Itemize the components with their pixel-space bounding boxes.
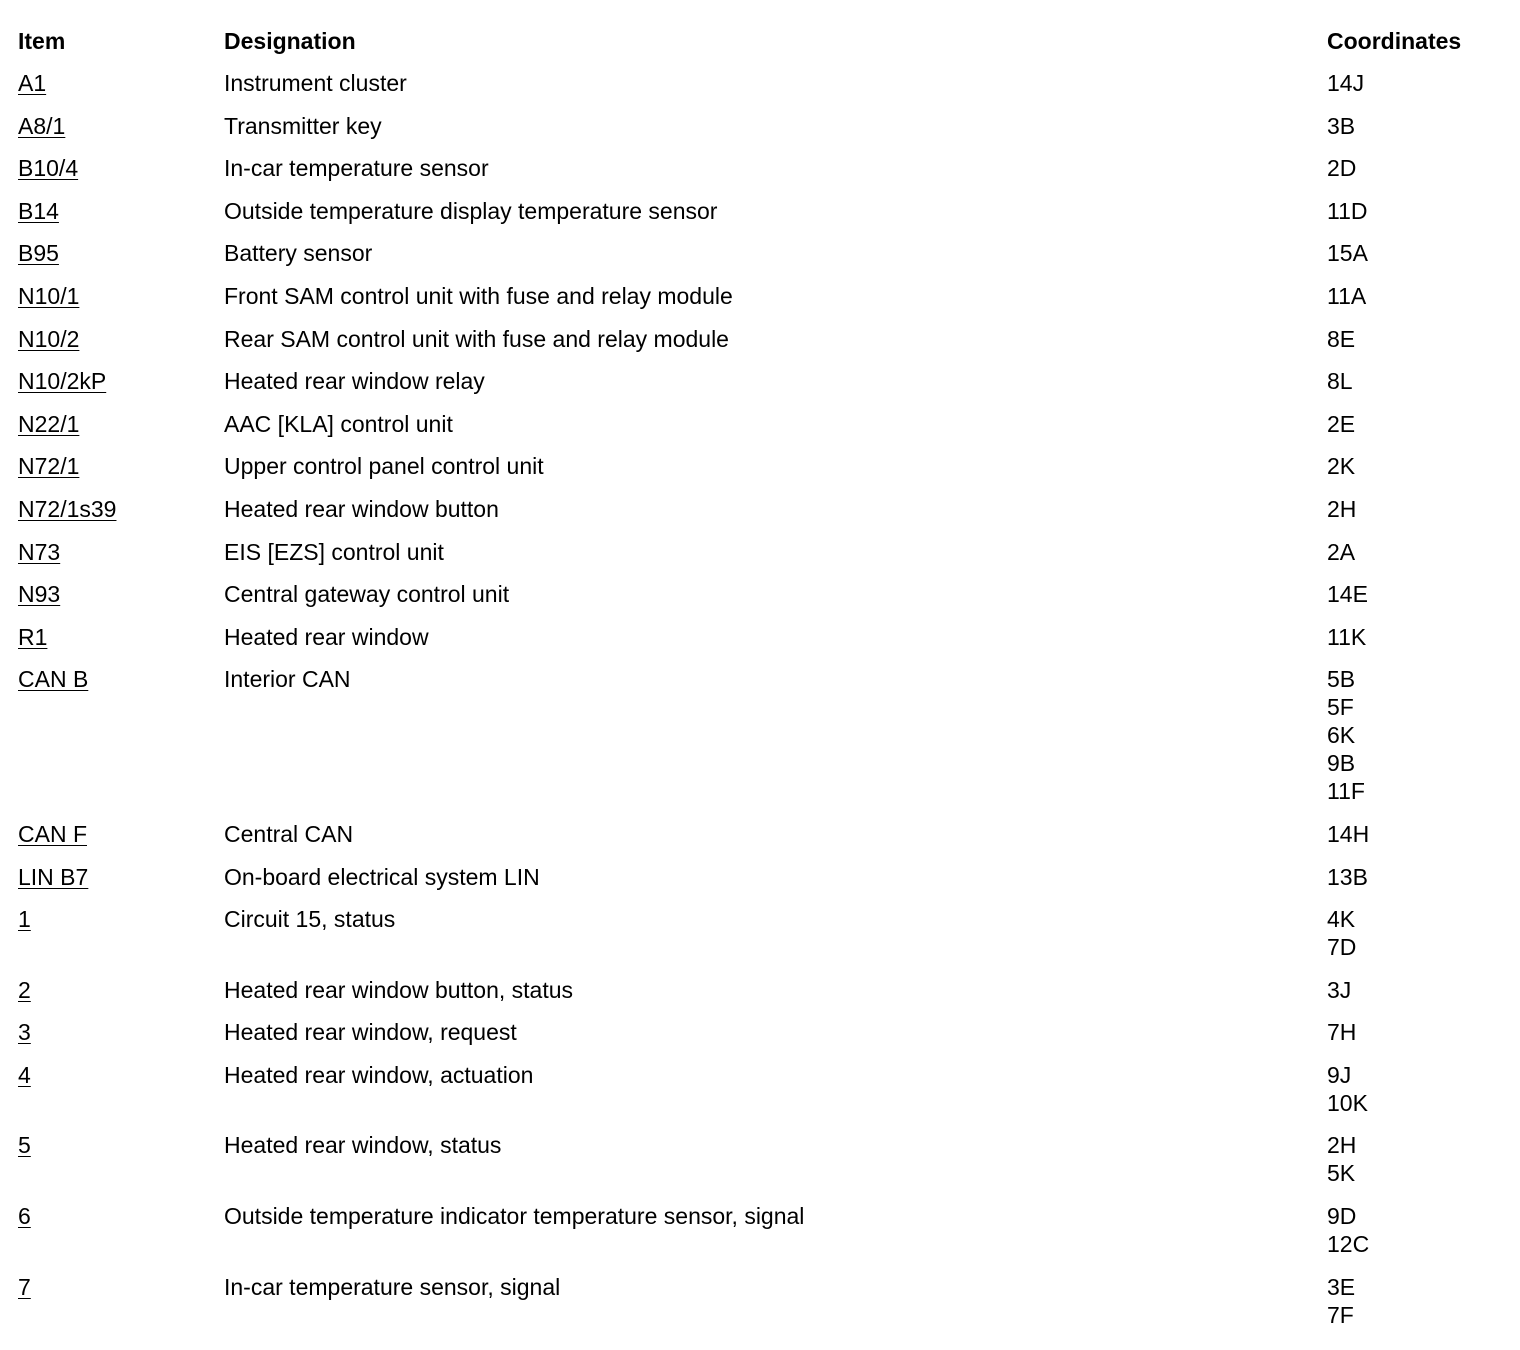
coordinate-value: 2H — [1327, 495, 1357, 522]
item-link[interactable]: 4 — [18, 1061, 31, 1088]
coordinate-value: 10K — [1327, 1089, 1368, 1116]
item-link[interactable]: N22/1 — [18, 410, 80, 437]
coordinates-cell — [1327, 976, 1351, 1004]
designation-text: Upper control panel control unit — [224, 453, 544, 480]
coordinates-cell — [1327, 1202, 1369, 1258]
coordinate-value: 2H — [1327, 1132, 1357, 1159]
designation-text: AAC [KLA] control unit — [224, 410, 453, 437]
coordinate-value: 7D — [1327, 934, 1357, 961]
designation-text: Interior CAN — [224, 666, 351, 693]
coordinates-cell — [1327, 820, 1369, 848]
table-row — [0, 1131, 1520, 1202]
item-link[interactable]: 5 — [18, 1132, 31, 1159]
header-designation: Designation — [224, 28, 356, 54]
designation-text: Rear SAM control unit with fuse and relay module — [224, 325, 729, 352]
coordinate-value: 11F — [1327, 778, 1365, 805]
header-coordinates: Coordinates — [1327, 28, 1462, 54]
designation-text: Outside temperature indicator temperature sensor, signal — [224, 1203, 805, 1230]
coordinate-value: 6K — [1327, 722, 1356, 749]
designation-text: Heated rear window button, status — [224, 976, 574, 1003]
coordinates-cell — [1327, 863, 1368, 891]
coordinate-value: 8E — [1327, 325, 1356, 352]
designation-text: Transmitter key — [224, 112, 382, 139]
coordinate-value: 9B — [1327, 750, 1356, 777]
item-link[interactable]: N10/2kP — [18, 368, 107, 395]
coordinates-cell — [1327, 239, 1368, 267]
coordinates-cell — [1327, 154, 1356, 182]
table-row — [0, 580, 1520, 623]
coordinate-value: 5B — [1327, 666, 1356, 693]
coordinates-cell — [1327, 1018, 1356, 1046]
coordinate-value: 7F — [1327, 1301, 1354, 1328]
coordinates-cell — [1327, 1131, 1356, 1187]
table-row — [0, 282, 1520, 325]
table-row — [0, 820, 1520, 863]
table-row — [0, 863, 1520, 906]
table-row — [0, 1018, 1520, 1061]
table-row — [0, 69, 1520, 112]
item-link[interactable]: A8/1 — [18, 112, 66, 139]
item-link[interactable]: 1 — [18, 906, 31, 933]
item-link[interactable]: 6 — [18, 1203, 31, 1230]
designation-text: Heated rear window — [224, 623, 429, 650]
designation-text: In-car temperature sensor — [224, 155, 489, 182]
coordinate-value: 14J — [1327, 70, 1365, 96]
item-link[interactable]: N10/1 — [18, 282, 80, 309]
coordinate-value: 12C — [1327, 1231, 1370, 1258]
coordinates-cell — [1327, 69, 1364, 97]
table-row — [0, 1202, 1520, 1273]
table-row — [0, 905, 1520, 976]
item-link[interactable]: 2 — [18, 976, 31, 1003]
item-link[interactable]: N73 — [18, 538, 61, 565]
coordinates-cell — [1327, 1061, 1368, 1117]
coordinate-value: 2D — [1327, 155, 1357, 182]
coordinates-cell — [1327, 905, 1356, 961]
coordinates-cell — [1327, 495, 1356, 523]
coordinate-value: 3J — [1327, 976, 1352, 1003]
designation-text: Heated rear window, request — [224, 1019, 517, 1046]
coordinates-cell — [1327, 1273, 1355, 1329]
item-link[interactable]: N72/1 — [18, 453, 80, 480]
coordinates-cell — [1327, 580, 1368, 608]
item-link[interactable]: B14 — [18, 197, 59, 224]
item-link[interactable]: CAN F — [18, 820, 87, 847]
coordinate-value: 13B — [1327, 863, 1368, 890]
item-link[interactable]: 7 — [18, 1273, 31, 1300]
table-row — [0, 325, 1520, 368]
coordinate-value: 9D — [1327, 1203, 1357, 1230]
item-link[interactable]: N10/2 — [18, 325, 80, 352]
coordinates-cell — [1327, 282, 1366, 310]
coordinate-value: 11D — [1327, 197, 1368, 224]
coordinates-cell — [1327, 452, 1355, 480]
coordinate-value: 11A — [1327, 282, 1367, 309]
coordinate-value: 14H — [1327, 820, 1370, 847]
item-link[interactable]: B95 — [18, 240, 59, 267]
table-row — [0, 410, 1520, 453]
table-body — [0, 69, 1520, 1343]
designation-text: Central CAN — [224, 820, 354, 847]
designation-text: Heated rear window, status — [224, 1132, 502, 1159]
coordinate-value: 11K — [1327, 623, 1367, 650]
item-link[interactable]: N72/1s39 — [18, 495, 117, 522]
table-row — [0, 495, 1520, 538]
coordinate-value: 2E — [1327, 410, 1356, 437]
table-row — [0, 665, 1520, 820]
coordinates-cell — [1327, 665, 1365, 805]
coordinates-cell — [1327, 623, 1366, 651]
coordinates-cell — [1327, 197, 1368, 225]
coordinates-cell — [1327, 112, 1355, 140]
coordinate-value: 14E — [1327, 581, 1368, 608]
table-row — [0, 452, 1520, 495]
table-row — [0, 112, 1520, 155]
coordinate-value: 2A — [1327, 538, 1356, 565]
coordinates-cell — [1327, 410, 1355, 438]
coordinate-value: 5K — [1327, 1160, 1356, 1187]
coordinate-value: 8L — [1327, 368, 1353, 395]
item-link[interactable]: B10/4 — [18, 155, 79, 182]
table-row — [0, 1273, 1520, 1344]
coordinate-value: 3E — [1327, 1273, 1356, 1300]
table-row — [0, 154, 1520, 197]
item-link[interactable]: R1 — [18, 623, 48, 650]
designation-text: Instrument cluster — [224, 70, 407, 96]
table-row — [0, 197, 1520, 240]
header-item: Item — [18, 28, 66, 54]
designation-text: Circuit 15, status — [224, 906, 396, 933]
table-row — [0, 976, 1520, 1019]
coordinate-value: 9J — [1327, 1061, 1352, 1088]
header-row — [0, 27, 1520, 69]
designation-text: Outside temperature display temperature sensor — [224, 197, 718, 224]
designation-text: Heated rear window button — [224, 495, 499, 522]
designation-text: Battery sensor — [224, 240, 373, 267]
item-link[interactable]: A1 — [18, 70, 47, 96]
designation-text: On-board electrical system LIN — [224, 863, 540, 890]
coordinates-cell — [1327, 538, 1355, 566]
coordinate-value: 7H — [1327, 1019, 1357, 1046]
item-link[interactable]: 3 — [18, 1019, 31, 1046]
designation-text: EIS [EZS] control unit — [224, 538, 444, 565]
designation-text: In-car temperature sensor, signal — [224, 1273, 561, 1300]
coordinates-cell — [1327, 325, 1355, 353]
coordinate-value: 2K — [1327, 453, 1356, 480]
table-row — [0, 1061, 1520, 1132]
designation-text: Heated rear window, actuation — [224, 1061, 534, 1088]
item-link[interactable]: CAN B — [18, 666, 89, 693]
table-row — [0, 367, 1520, 410]
designation-text: Heated rear window relay — [224, 368, 485, 395]
coordinate-value: 4K — [1327, 906, 1356, 933]
designation-text: Front SAM control unit with fuse and relay module — [224, 282, 733, 309]
table-row — [0, 623, 1520, 666]
coordinate-value: 3B — [1327, 112, 1356, 139]
coordinate-value: 5F — [1327, 694, 1354, 721]
item-link[interactable]: N93 — [18, 581, 61, 608]
coordinate-value: 15A — [1327, 240, 1368, 267]
table-row — [0, 538, 1520, 581]
table-row — [0, 239, 1520, 282]
coordinates-cell — [1327, 367, 1353, 395]
item-link[interactable]: LIN B7 — [18, 863, 89, 890]
designation-text: Central gateway control unit — [224, 581, 510, 608]
